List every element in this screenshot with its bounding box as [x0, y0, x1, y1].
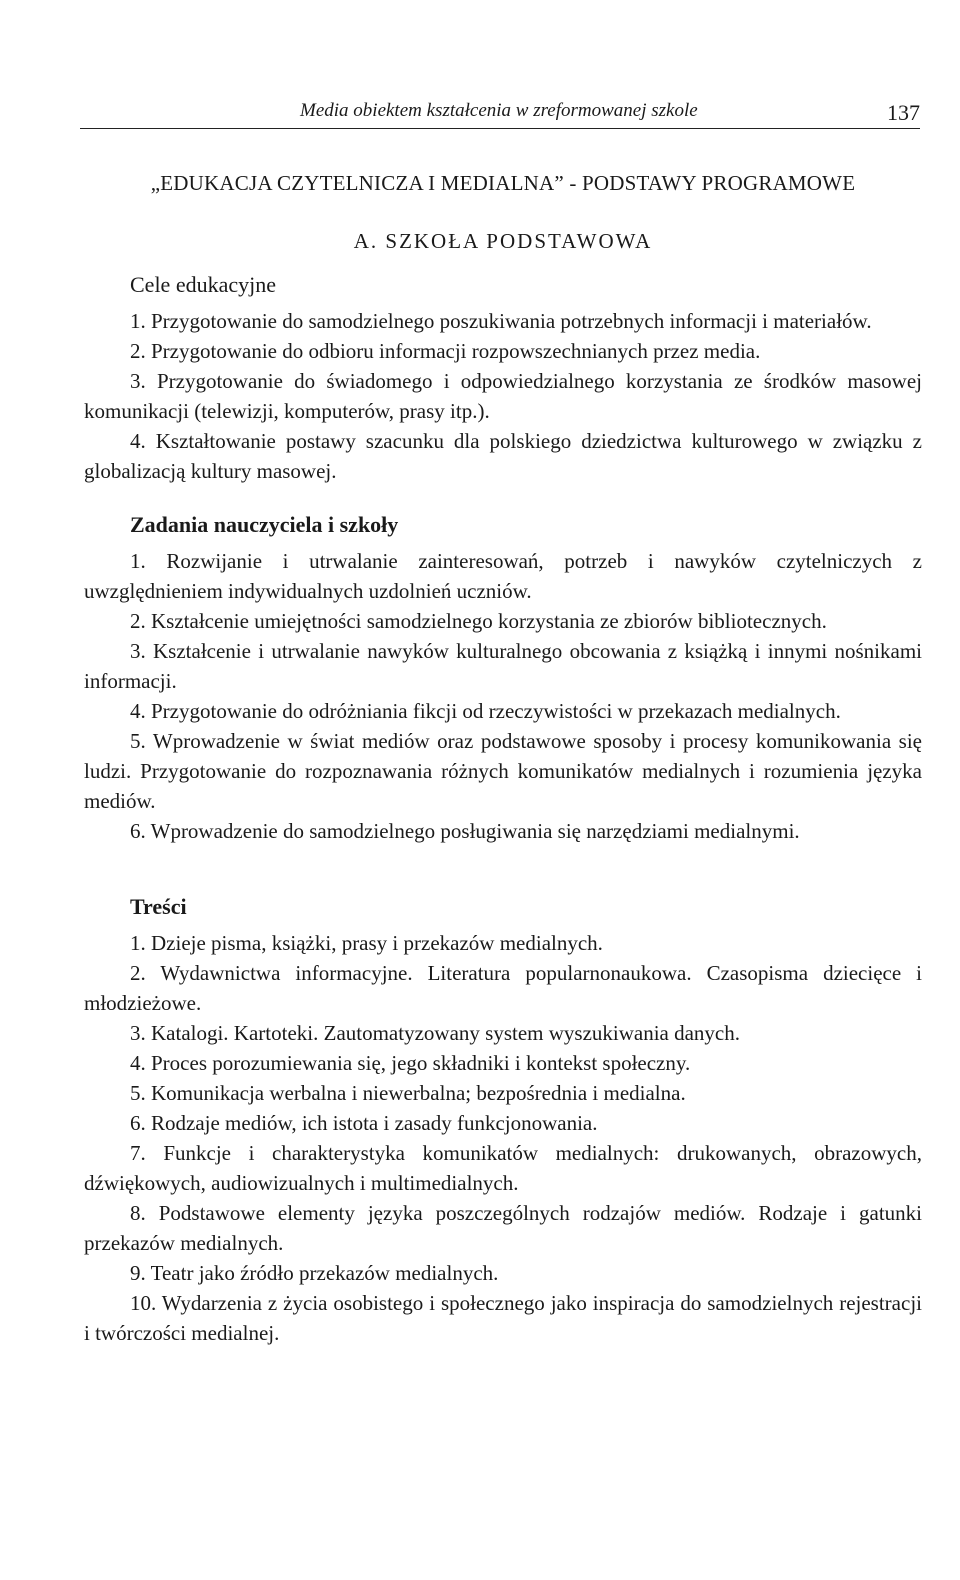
list-item: 5. Wprowadzenie w świat mediów oraz podstawowe sposoby i procesy komunikowania się ludzi. Przygotowanie do rozpoznawania różnych komunikatów medialnych i rozumienia języka mediów.	[84, 729, 922, 813]
list-item: 3. Katalogi. Kartoteki. Zautomatyzowany system wyszukiwania danych.	[130, 1021, 741, 1045]
page-number: 137	[887, 100, 920, 125]
list-item: 2. Wydawnictwa informacyjne. Literatura popularnonaukowa. Czasopisma dziecięce i młodzieżowe.	[84, 961, 922, 1015]
list-item: 6. Wprowadzenie do samodzielnego posługiwania się narzędziami medialnymi.	[130, 819, 800, 843]
list-item: 1. Rozwijanie i utrwalanie zainteresowań, potrzeb i nawyków czytelniczych z uwzględnieniem indywidualnych uzdolnień uczniów.	[84, 549, 922, 603]
list-item: 4. Kształtowanie postawy szacunku dla polskiego dziedzictwa kulturowego w związku z globalizacją kultury masowej.	[84, 429, 922, 483]
section-heading-tresci: Treści	[130, 894, 187, 919]
running-title: Media obiektem kształcenia w zreformowanej szkole	[300, 100, 698, 121]
list-item: 1. Dzieje pisma, książki, prasy i przekazów medialnych.	[130, 931, 603, 955]
section-heading-cele-edukacyjne: Cele edukacyjne	[130, 272, 276, 297]
list-item: 2. Kształcenie umiejętności samodzielnego korzystania ze zbiorów bibliotecznych.	[130, 609, 827, 633]
section-heading-zadania: Zadania nauczyciela i szkoły	[130, 512, 399, 537]
list-item: 3. Kształcenie i utrwalanie nawyków kulturalnego obcowania z książką i innymi nośnikami informacji.	[84, 639, 922, 693]
page-content	[84, 168, 922, 1348]
list-cele-edukacyjne	[84, 306, 922, 486]
list-zadania	[84, 546, 922, 846]
list-item: 3. Przygotowanie do świadomego i odpowiedzialnego korzystania ze środków masowej komunikacji (telewizji, komputerów, prasy itp.).	[84, 369, 922, 423]
list-item: 8. Podstawowe elementy języka poszczególnych rodzajów mediów. Rodzaje i gatunki przekazów medialnych.	[84, 1201, 922, 1255]
list-item: 7. Funkcje i charakterystyka komunikatów medialnych: drukowanych, obrazowych, dźwiękowych, audiowizualnych i multimedialnych.	[84, 1141, 922, 1195]
list-item: 4. Proces porozumiewania się, jego składniki i kontekst społeczny.	[130, 1051, 691, 1075]
document-subtitle: A. SZKOŁA PODSTAWOWA	[353, 229, 653, 253]
running-header	[80, 100, 920, 129]
list-item: 6. Rodzaje mediów, ich istota i zasady funkcjonowania.	[130, 1111, 598, 1135]
list-item: 1. Przygotowanie do samodzielnego poszukiwania potrzebnych informacji i materiałów.	[130, 309, 872, 333]
list-item: 5. Komunikacja werbalna i niewerbalna; bezpośrednia i medialna.	[130, 1081, 686, 1105]
list-item: 10. Wydarzenia z życia osobistego i społecznego jako inspiracja do samodzielnych rejestracji i twórczości medialnej.	[84, 1291, 922, 1345]
document-title: „EDUKACJA CZYTELNICZA I MEDIALNA” - PODSTAWY PROGRAMOWE	[150, 171, 856, 195]
list-item: 4. Przygotowanie do odróżniania fikcji od rzeczywistości w przekazach medialnych.	[130, 699, 841, 723]
list-item: 9. Teatr jako źródło przekazów medialnych.	[130, 1261, 499, 1285]
list-item: 2. Przygotowanie do odbioru informacji rozpowszechnianych przez media.	[130, 339, 761, 363]
list-tresci	[84, 928, 922, 1348]
